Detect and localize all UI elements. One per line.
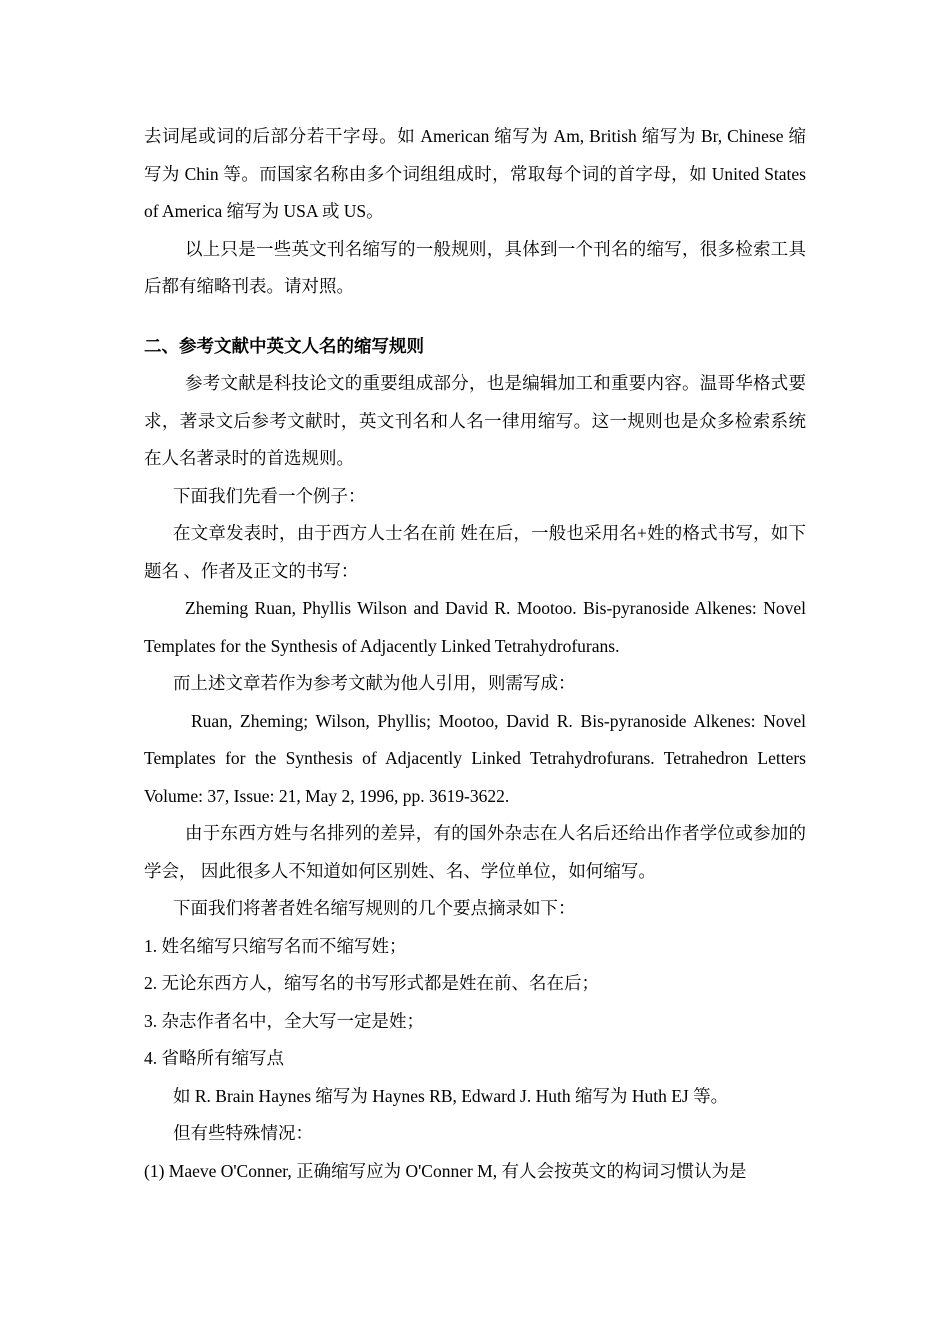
paragraph-journal-rules-note: 以上只是一些英文刊名缩写的一般规则，具体到一个刊名的缩写，很多检索工具后都有缩略刊表。请对照。 [144,238,806,296]
paragraph-references-intro: 参考文献是科技论文的重要组成部分，也是编辑加工和重要内容。温哥华格式要求，著录文后参考文献时，英文刊名和人名一律用缩写。这一规则也是众多检索系统在人名著录时的首选规则。 [144,373,806,468]
paragraph-example-title: Zheming Ruan, Phyllis Wilson and David R. Mootoo. Bis-pyranoside Alkenes: Novel Templates for the Synthesis of Adjacently Linked Tetrahydrofurans. [144,598,806,656]
paragraph-name-order: 在文章发表时，由于西方人士名在前 姓在后，一般也采用名+姓的格式书写，如下题名 、作者及正文的书写： [144,523,806,581]
paragraph-abbreviation-examples: 去词尾或词的后部分若干字母。如 American 缩写为 Am, British 缩写为 Br, Chinese 缩写为 Chin 等。而国家名称由多个词组组成时，常取每个词的首字母，如 United States of America 缩写为 USA 或 US。 [144,126,806,221]
rule-item: 2. 无论东西方人，缩写名的书写形式都是姓在前、名在后； [144,973,599,993]
paragraph-citation-intro: 而上述文章若作为参考文献为他人引用，则需写成： [173,673,576,693]
paragraph-example-citation: Ruan, Zheming; Wilson, Phyllis; Mootoo, David R. Bis-pyranoside Alkenes: Novel Templates for the Synthesis of Adjacently Linked Tetrahydrofurans. Tetrahedron Letters Volume: 37, Issue: 21, May 2, 1996, pp. 3619-3622. [144,710,806,806]
paragraph-east-west-difference: 由于东西方姓与名排列的差异，有的国外杂志在人名后还给出作者学位或参加的学会， 因此很多人不知道如何区别姓、名、学位单位，如何缩写。 [144,823,806,881]
section-heading: 二、参考文献中英文人名的缩写规则 [144,335,424,356]
rule-item: 4. 省略所有缩写点 [144,1048,284,1068]
paragraph-rule-example: 如 R. Brain Haynes 缩写为 Haynes RB, Edward J. Huth 缩写为 Huth EJ 等。 [173,1085,729,1106]
paragraph-special-case-1: (1) Maeve O'Conner, 正确缩写应为 O'Conner M, 有人会按英文的构词习惯认为是 [144,1160,747,1181]
paragraph-special-cases: 但有些特殊情况： [173,1123,313,1143]
paragraph-gap [144,306,806,328]
paragraph-rules-intro: 下面我们将著者姓名缩写规则的几个要点摘录如下： [173,898,576,918]
rule-item: 3. 杂志作者名中，全大写一定是姓； [144,1010,424,1031]
paragraph-example-intro: 下面我们先看一个例子： [173,485,366,506]
rule-item: 1. 姓名缩写只缩写名而不缩写姓； [144,935,407,956]
document-body [144,118,806,1190]
